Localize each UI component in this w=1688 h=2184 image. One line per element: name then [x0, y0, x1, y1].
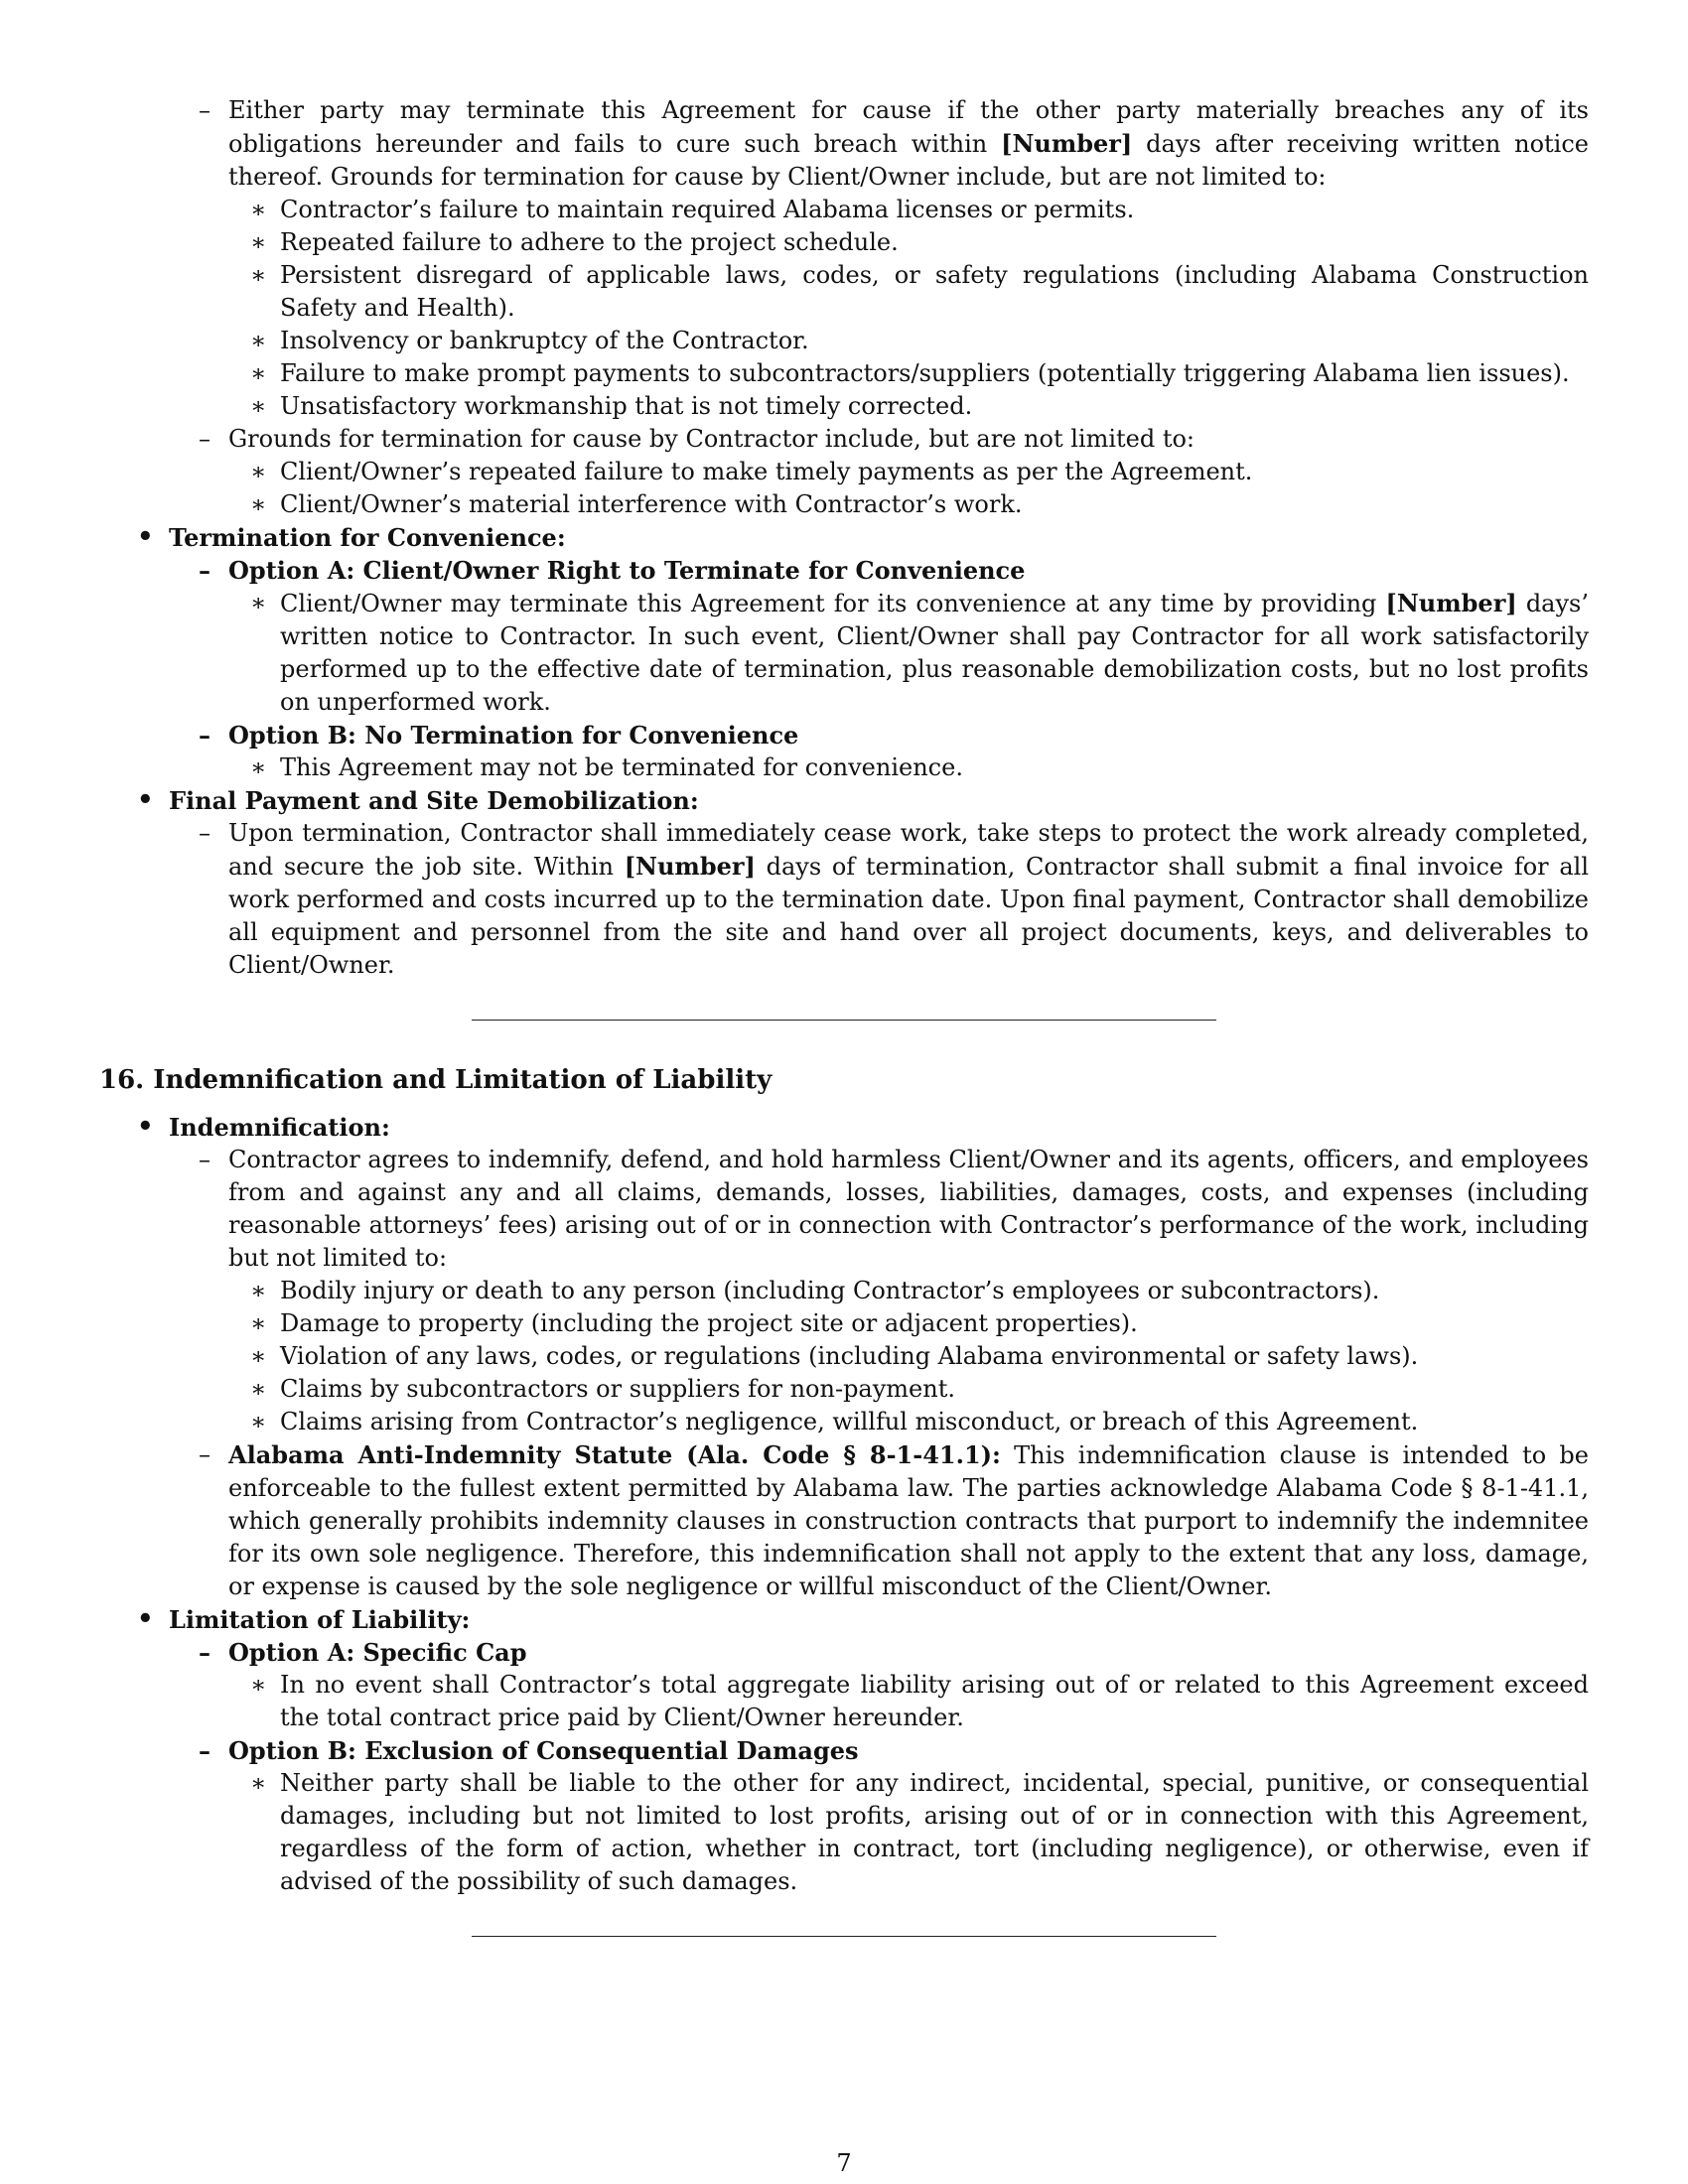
list-item [99, 456, 1589, 488]
text-segment: Grounds for termination for cause by Contractor include, but are not limited to: [228, 425, 1196, 453]
star-marker: ∗ [250, 490, 267, 518]
star-marker: ∗ [250, 327, 267, 354]
list-item [99, 488, 1589, 521]
star-marker: ∗ [250, 1408, 267, 1435]
document-page [99, 94, 1589, 1937]
text-segment: Upon termination, Contractor shall immediately cease work, take steps to protect the work already completed, and secure the job site. Within [228, 819, 1589, 881]
termination-for-convenience-heading [99, 521, 1589, 554]
star-marker: ∗ [250, 261, 267, 289]
bullet-marker: • [137, 785, 154, 815]
contractor-grounds-list [99, 456, 1589, 521]
list-item [99, 226, 1589, 259]
star-marker: ∗ [250, 458, 267, 485]
option-b-heading [99, 1734, 1589, 1767]
limitation-heading [99, 1603, 1589, 1636]
list-item-text: Client/Owner’s repeated failure to make timely payments as per the Agreement. [280, 458, 1253, 485]
list-item-text: Insolvency or bankruptcy of the Contractor. [280, 327, 809, 354]
heading-text: Option A: Specific Cap [228, 1638, 527, 1667]
list-item [99, 1406, 1589, 1438]
bullet-marker: • [137, 1604, 154, 1634]
dash-marker: – [199, 556, 211, 585]
list-item [99, 1275, 1589, 1307]
list-item-text: Unsatisfactory workmanship that is not timely corrected. [280, 392, 973, 420]
text-segment: days of termination, Contractor shall submit a final invoice for all work performed and costs incurred up to the termination date. Upon final payment, Contractor shall demobilize all equipment and personnel from the site and hand over all project documents, keys, and deliverables to Client/Owner. [228, 853, 1589, 979]
bullet-marker: • [137, 1112, 154, 1142]
option-a-heading [99, 554, 1589, 587]
list-item [99, 1767, 1589, 1898]
list-item [99, 1373, 1589, 1406]
list-item [99, 325, 1589, 357]
list-item-text: Claims arising from Contractor’s negligence, willful misconduct, or breach of this Agreement. [280, 1408, 1419, 1435]
placeholder-number: [Number] [624, 852, 756, 881]
list-item [99, 751, 1589, 784]
dash-marker: – [199, 425, 211, 453]
contractor-grounds-item [99, 423, 1589, 456]
text-segment: Contractor agrees to indemnify, defend, and hold harmless Client/Owner and its agents, officers, and employees from and against any and all claims, demands, losses, liabilities, damages, costs, and expenses (including reasonable attorneys’ fees) arising out of or in connection with Contractor’s performance of the work, including but not limited to: [228, 1146, 1589, 1272]
list-item [99, 1307, 1589, 1340]
dash-marker: – [199, 721, 211, 750]
star-marker: ∗ [250, 1277, 267, 1304]
list-item [99, 259, 1589, 325]
list-item-text: Damage to property (including the project site or adjacent properties). [280, 1309, 1138, 1337]
list-item-text: Contractor’s failure to maintain required Alabama licenses or permits. [280, 196, 1135, 223]
dash-marker: – [199, 1440, 211, 1468]
bullet-marker: • [137, 522, 154, 552]
list-item [99, 1340, 1589, 1373]
star-marker: ∗ [250, 1342, 267, 1370]
dash-marker: – [199, 1146, 211, 1173]
option-a-heading [99, 1636, 1589, 1669]
list-item [99, 390, 1589, 423]
star-marker: ∗ [250, 228, 267, 256]
star-marker: ∗ [250, 1769, 267, 1797]
heading-text: Final Payment and Site Demobilization: [169, 786, 699, 815]
placeholder-number: [Number] [1385, 589, 1517, 617]
star-marker: ∗ [250, 359, 267, 387]
star-marker: ∗ [250, 196, 267, 223]
page-number: 7 [836, 2149, 852, 2177]
section-title: 16. Indemnification and Limitation of Liability [99, 1065, 773, 1095]
list-item [99, 1669, 1589, 1734]
heading-text: Indemnification: [169, 1113, 390, 1142]
heading-text: Limitation of Liability: [169, 1605, 471, 1634]
list-item-text: In no event shall Contractor’s total aggregate liability arising out of or related to this Agreement exceed the total contract price paid by Client/Owner hereunder. [280, 1671, 1589, 1731]
text-segment: days after receiving written notice thereof. Grounds for termination for cause by Client/Owner include, but are not limited to: [228, 130, 1590, 191]
indemnification-item [99, 1144, 1589, 1275]
text-segment: Either party may terminate this Agreement for cause if the other party materially breaches any of its obligations hereunder and fails to cure such breach within [228, 96, 1589, 158]
list-item [99, 587, 1589, 719]
indemnification-heading [99, 1111, 1589, 1144]
indemnification-list [99, 1275, 1589, 1438]
list-item-text: Neither party shall be liable to the other for any indirect, incidental, special, punitive, or consequential damages, including but not limited to lost profits, arising out of or in connection with this Agreement, regardless of the form of action, whether in contract, tort (including negligence), or otherwise, even if advised of the possibility of such damages. [280, 1769, 1589, 1895]
star-marker: ∗ [250, 1375, 267, 1403]
list-item-text: Persistent disregard of applicable laws, codes, or safety regulations (including Alabama Construction Safety and Health). [280, 261, 1589, 322]
option-b-heading [99, 719, 1589, 751]
list-item [99, 357, 1589, 390]
dash-marker: – [199, 1736, 211, 1765]
dash-marker: – [199, 819, 211, 847]
list-item-text: Failure to make prompt payments to subcontractors/suppliers (potentially triggering Alabama lien issues). [280, 359, 1570, 387]
anti-indemnity-item [99, 1438, 1589, 1603]
text-segment: This indemnification clause is intended to be enforceable to the fullest extent permitted by Alabama law. The parties acknowledge Alabama Code § 8-1-41.1, which generally prohibits indemnity clauses in construction contracts that purport to indemnify the indemnitee for its own sole negligence. Therefore, this indemnification shall not apply to the extent that any loss, damage, or expense is caused by the sole negligence or willful misconduct of the Client/Owner. [228, 1441, 1589, 1600]
heading-text: Termination for Convenience: [169, 523, 566, 552]
heading-text: Option A: Client/Owner Right to Terminate for Convenience [228, 556, 1026, 585]
star-marker: ∗ [250, 392, 267, 420]
section-divider [472, 1020, 1216, 1021]
text-segment: Client/Owner may terminate this Agreement for its convenience at any time by providing [280, 590, 1386, 617]
section-divider [472, 1936, 1216, 1937]
final-payment-item [99, 817, 1589, 982]
list-item-text: Violation of any laws, codes, or regulations (including Alabama environmental or safety laws). [280, 1342, 1419, 1370]
star-marker: ∗ [250, 589, 267, 616]
star-marker: ∗ [250, 1309, 267, 1337]
final-payment-heading [99, 784, 1589, 817]
text-segment: days’ written notice to Contractor. In such event, Client/Owner shall pay Contractor for all work satisfactorily performed up to the effective date of termination, plus reasonable demobilization costs, but no lost profits on unperformed work. [280, 590, 1589, 716]
heading-text: Option B: Exclusion of Consequential Damages [228, 1736, 859, 1765]
client-grounds-list [99, 194, 1589, 423]
termination-for-cause-item [99, 94, 1589, 194]
placeholder-number: [Number] [1001, 129, 1133, 158]
list-item-text: Bodily injury or death to any person (including Contractor’s employees or subcontractors). [280, 1277, 1380, 1304]
dash-marker: – [199, 1638, 211, 1667]
list-item-text: This Agreement may not be terminated for convenience. [280, 753, 963, 781]
list-item-text: Client/Owner’s material interference with Contractor’s work. [280, 490, 1023, 518]
list-item [99, 194, 1589, 226]
dash-marker: – [199, 96, 211, 124]
statute-heading: Alabama Anti-Indemnity Statute (Ala. Code § 8-1-41.1): [228, 1440, 1001, 1469]
list-item-text: Claims by subcontractors or suppliers for non-payment. [280, 1375, 955, 1403]
star-marker: ∗ [250, 753, 267, 781]
list-item-text: Repeated failure to adhere to the project schedule. [280, 228, 899, 256]
heading-text: Option B: No Termination for Convenience [228, 721, 799, 750]
star-marker: ∗ [250, 1671, 267, 1699]
